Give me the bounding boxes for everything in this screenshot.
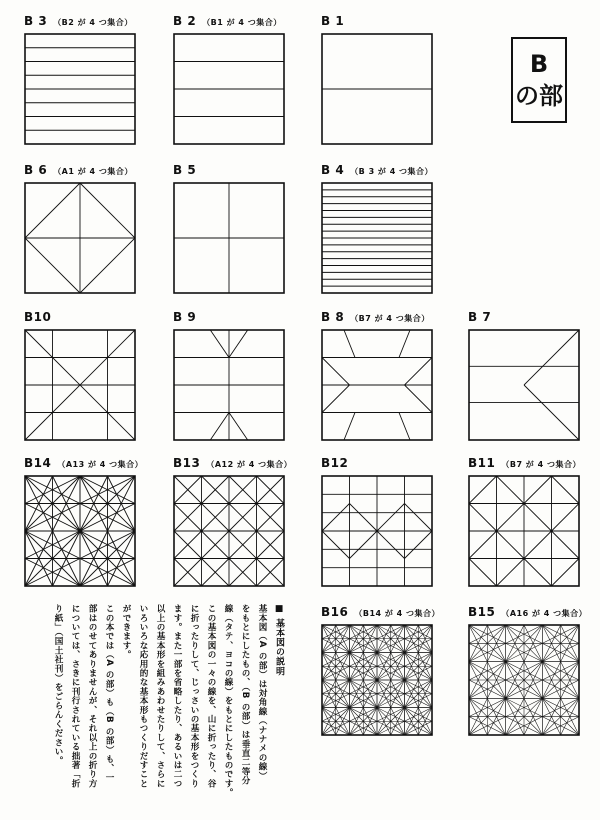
crease-line xyxy=(322,625,336,639)
crease-line xyxy=(322,531,350,559)
crease-line xyxy=(53,504,81,532)
crease-line xyxy=(469,504,497,532)
crease-line xyxy=(552,476,580,504)
diagram-code: B12 xyxy=(321,456,349,470)
crease-pattern xyxy=(25,183,135,293)
diagram-note: （B7 が 4 つ集合） xyxy=(350,314,430,323)
crease-line xyxy=(552,531,580,559)
crease-line xyxy=(542,698,560,716)
crease-pattern xyxy=(25,476,135,586)
explanation-line: いろいろな応用的な基本形もつくりだすこと xyxy=(138,604,148,788)
crease-pattern xyxy=(322,34,432,144)
crease-line xyxy=(418,721,432,735)
crease-line xyxy=(405,358,433,386)
crease-line xyxy=(377,531,405,559)
crease-line xyxy=(561,717,579,735)
crease-line xyxy=(229,413,248,441)
crease-line xyxy=(391,708,405,722)
crease-line xyxy=(322,721,336,735)
crease-line xyxy=(322,680,336,694)
diagram-label xyxy=(24,14,133,28)
crease-line xyxy=(418,666,432,680)
crease-line xyxy=(336,721,350,735)
crease-line xyxy=(350,639,364,653)
diagram-label xyxy=(321,456,348,470)
crease-line xyxy=(210,413,229,441)
diagram-label xyxy=(24,310,51,324)
crease-line xyxy=(377,708,391,722)
diagram-code: B 4 xyxy=(321,163,345,177)
crease-line xyxy=(210,330,229,358)
crease-line xyxy=(344,413,355,441)
crease-line xyxy=(487,662,505,680)
crease-line xyxy=(80,531,108,559)
crease-line xyxy=(336,694,350,708)
crease-line xyxy=(391,625,405,639)
crease-line xyxy=(405,694,419,708)
crease-line xyxy=(497,476,525,504)
explanation-line: については、さきに刊行されている拙著「折 xyxy=(70,604,80,788)
crease-line xyxy=(506,643,524,661)
diagram-label xyxy=(468,456,581,470)
crease-line xyxy=(524,476,552,504)
crease-line xyxy=(322,708,336,722)
crease-line xyxy=(405,531,433,559)
crease-line xyxy=(25,238,80,293)
crease-line xyxy=(487,643,505,661)
diagram-note: （A16 が 4 つ集合） xyxy=(501,609,588,618)
crease-pattern xyxy=(469,476,579,586)
diagram-label xyxy=(468,310,491,324)
crease-line xyxy=(524,531,552,559)
crease-line xyxy=(542,680,560,698)
crease-line xyxy=(469,662,487,680)
explanation-line: ができます。 xyxy=(121,604,131,660)
crease-line xyxy=(377,666,391,680)
diagram-note: （B7 が 4 つ集合） xyxy=(501,460,581,469)
crease-line xyxy=(350,625,364,639)
crease-line xyxy=(229,330,248,358)
crease-line xyxy=(405,639,419,653)
diagram-code: B14 xyxy=(24,456,52,470)
crease-line xyxy=(487,680,505,698)
crease-line xyxy=(561,680,579,698)
diagram-note: （B 3 が 4 つ集合） xyxy=(350,167,434,176)
crease-line xyxy=(506,662,524,680)
crease-line xyxy=(497,504,525,532)
crease-line xyxy=(542,643,560,661)
crease-line xyxy=(405,385,433,413)
crease-line xyxy=(405,666,419,680)
explanation-line: この本では（A の部）も（B の部）も、一 xyxy=(104,604,114,782)
diagram-code: B 5 xyxy=(173,163,197,177)
crease-line xyxy=(377,694,391,708)
crease-line xyxy=(542,625,560,643)
section-title-text: の部 xyxy=(515,82,563,110)
crease-line xyxy=(377,721,391,735)
section-title-box xyxy=(511,37,567,123)
crease-line xyxy=(542,717,560,735)
crease-line xyxy=(350,666,364,680)
crease-line xyxy=(524,330,579,385)
crease-line xyxy=(399,413,410,441)
diagram-code: B 3 xyxy=(24,14,48,28)
explanation-line: この基本図の一々の線を、山に折ったり、谷 xyxy=(206,604,216,788)
crease-line xyxy=(524,559,552,587)
crease-line xyxy=(322,653,336,667)
crease-line xyxy=(506,717,524,735)
diagram-note: （A1 が 4 つ集合） xyxy=(53,167,133,176)
diagram-code: B 9 xyxy=(173,310,197,324)
diagram-label xyxy=(173,14,282,28)
crease-pattern xyxy=(322,625,432,735)
crease-line xyxy=(377,680,391,694)
crease-line xyxy=(25,559,53,587)
explanation-text xyxy=(53,604,286,812)
crease-line xyxy=(108,531,136,559)
crease-line xyxy=(53,476,81,504)
crease-line xyxy=(506,625,524,643)
crease-line xyxy=(399,330,410,358)
crease-line xyxy=(108,559,136,587)
diagram-code: B16 xyxy=(321,605,349,619)
crease-line xyxy=(391,666,405,680)
diagram-label xyxy=(24,163,133,177)
crease-line xyxy=(363,625,377,639)
crease-pattern xyxy=(322,476,432,586)
crease-line xyxy=(552,559,580,587)
crease-line xyxy=(469,643,487,661)
explanation-line: 以上の基本形を組みあわせたりして、さらに xyxy=(155,604,165,788)
crease-line xyxy=(561,662,579,680)
crease-line xyxy=(363,680,377,694)
crease-line xyxy=(336,625,350,639)
diagram-code: B 1 xyxy=(321,14,345,28)
diagram-label xyxy=(321,605,440,619)
crease-line xyxy=(552,504,580,532)
diagram-label xyxy=(321,163,433,177)
crease-line xyxy=(350,721,364,735)
diagram-note: （A12 が 4 つ集合） xyxy=(206,460,293,469)
crease-line xyxy=(80,559,108,587)
diagram-label xyxy=(173,310,196,324)
crease-line xyxy=(405,708,419,722)
crease-line xyxy=(405,504,433,532)
crease-line xyxy=(405,721,419,735)
crease-line xyxy=(418,639,432,653)
crease-line xyxy=(524,662,542,680)
crease-line xyxy=(344,330,355,358)
crease-line xyxy=(322,358,350,386)
diagram-note: （B1 が 4 つ集合） xyxy=(202,18,282,27)
crease-line xyxy=(391,653,405,667)
crease-line xyxy=(405,653,419,667)
crease-line xyxy=(25,504,53,532)
diagram-label xyxy=(173,163,196,177)
crease-line xyxy=(322,385,350,413)
explanation-line: 基本図（A の部）は対角線（ナナメの線） xyxy=(257,604,267,781)
crease-line xyxy=(25,531,53,559)
crease-line xyxy=(336,680,350,694)
crease-line xyxy=(336,708,350,722)
crease-line xyxy=(80,238,135,293)
crease-line xyxy=(350,504,378,532)
crease-line xyxy=(25,476,53,504)
crease-line xyxy=(350,680,364,694)
crease-line xyxy=(108,504,136,532)
crease-line xyxy=(350,694,364,708)
crease-line xyxy=(391,721,405,735)
crease-pattern xyxy=(322,330,432,440)
crease-line xyxy=(391,639,405,653)
diagram-label xyxy=(24,456,143,470)
crease-line xyxy=(350,653,364,667)
crease-line xyxy=(322,666,336,680)
crease-line xyxy=(322,694,336,708)
crease-line xyxy=(377,653,391,667)
explanation-heading: ■ 基本図の説明 xyxy=(274,604,284,676)
crease-line xyxy=(53,531,81,559)
crease-line xyxy=(524,680,542,698)
crease-line xyxy=(418,680,432,694)
crease-line xyxy=(377,504,405,532)
crease-line xyxy=(524,385,579,440)
crease-pattern xyxy=(469,330,579,440)
crease-line xyxy=(80,504,108,532)
explanation-line: ます。また一部を省略したり、あるいは二つ xyxy=(172,604,182,788)
crease-pattern xyxy=(25,34,135,144)
crease-line xyxy=(469,531,497,559)
diagram-note: （A13 が 4 つ集合） xyxy=(57,460,144,469)
diagram-label xyxy=(468,605,587,619)
crease-line xyxy=(363,708,377,722)
crease-pattern xyxy=(174,34,284,144)
crease-line xyxy=(487,698,505,716)
diagram-code: B 2 xyxy=(173,14,197,28)
crease-pattern xyxy=(25,330,135,440)
explanation-line: に折ったりして、じっさいの基本形をつくり xyxy=(189,604,199,788)
crease-line xyxy=(363,694,377,708)
crease-line xyxy=(391,680,405,694)
crease-line xyxy=(524,643,542,661)
crease-line xyxy=(350,531,378,559)
crease-line xyxy=(377,625,391,639)
crease-line xyxy=(336,666,350,680)
crease-line xyxy=(542,662,560,680)
diagram-code: B 7 xyxy=(468,310,492,324)
diagram-code: B13 xyxy=(173,456,201,470)
crease-line xyxy=(25,183,80,238)
crease-line xyxy=(80,183,135,238)
explanation-line: 線（タテ、ヨコの線）をもとにしたものです。 xyxy=(223,604,233,798)
crease-line xyxy=(363,653,377,667)
diagram-label xyxy=(173,456,292,470)
crease-line xyxy=(336,639,350,653)
diagram-code: B10 xyxy=(24,310,52,324)
crease-pattern xyxy=(174,330,284,440)
explanation-line: 部はのせてありませんが、それ以上の折り方 xyxy=(87,604,97,788)
crease-line xyxy=(80,476,108,504)
crease-line xyxy=(418,625,432,639)
explanation-line: り紙」（国土社刊）をごらんください。 xyxy=(53,604,63,766)
crease-line xyxy=(363,666,377,680)
crease-line xyxy=(53,559,81,587)
crease-line xyxy=(469,698,487,716)
crease-line xyxy=(405,680,419,694)
crease-line xyxy=(469,559,497,587)
crease-pattern xyxy=(322,183,432,293)
crease-line xyxy=(322,504,350,532)
crease-line xyxy=(363,639,377,653)
crease-line xyxy=(336,653,350,667)
crease-line xyxy=(497,559,525,587)
explanation-line: をもとにしたもの、（B の部）は垂直二等分 xyxy=(240,604,250,786)
crease-line xyxy=(506,680,524,698)
crease-line xyxy=(524,698,542,716)
diagram-note: （B2 が 4 つ集合） xyxy=(53,18,133,27)
crease-line xyxy=(506,698,524,716)
crease-pattern xyxy=(174,476,284,586)
crease-line xyxy=(350,708,364,722)
crease-pattern xyxy=(469,625,579,735)
diagram-code: B11 xyxy=(468,456,496,470)
crease-line xyxy=(524,504,552,532)
crease-line xyxy=(322,639,336,653)
crease-line xyxy=(561,698,579,716)
crease-line xyxy=(469,717,487,735)
crease-line xyxy=(405,625,419,639)
crease-line xyxy=(363,721,377,735)
crease-line xyxy=(524,625,542,643)
diagram-code: B15 xyxy=(468,605,496,619)
crease-line xyxy=(497,531,525,559)
crease-line xyxy=(391,694,405,708)
diagram-label xyxy=(321,310,430,324)
crease-line xyxy=(377,639,391,653)
crease-line xyxy=(469,680,487,698)
crease-line xyxy=(418,708,432,722)
crease-line xyxy=(469,625,487,643)
section-title-letter: B xyxy=(529,50,549,78)
diagram-label xyxy=(321,14,344,28)
crease-line xyxy=(487,625,505,643)
crease-line xyxy=(561,625,579,643)
diagram-code: B 8 xyxy=(321,310,345,324)
crease-line xyxy=(524,717,542,735)
crease-line xyxy=(561,643,579,661)
crease-line xyxy=(487,717,505,735)
crease-pattern xyxy=(174,183,284,293)
diagram-code: B 6 xyxy=(24,163,48,177)
crease-line xyxy=(418,653,432,667)
crease-line xyxy=(418,694,432,708)
diagram-note: （B14 が 4 つ集合） xyxy=(354,609,441,618)
crease-line xyxy=(469,476,497,504)
crease-line xyxy=(108,476,136,504)
